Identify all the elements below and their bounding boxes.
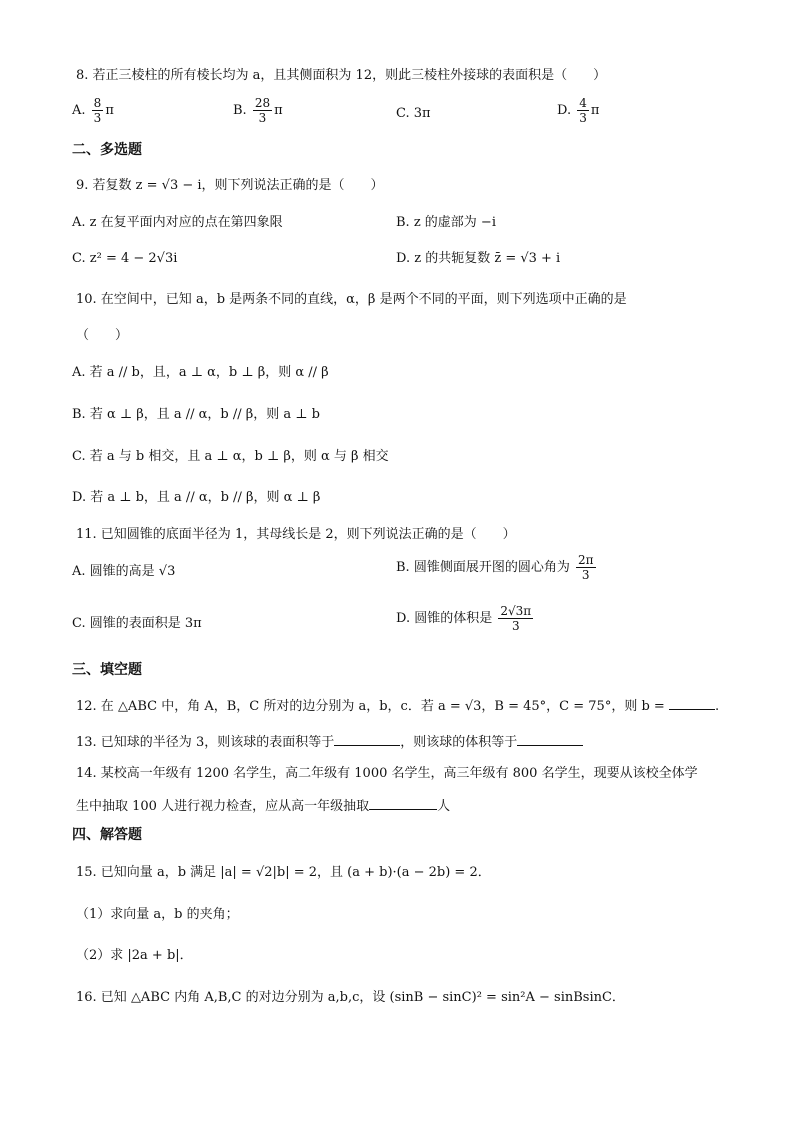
- q13-text-a: 13. 已知球的半径为 3，则该球的表面积等于: [76, 735, 335, 750]
- q8-option-d-num: 4: [579, 96, 587, 110]
- q15-part-2: （2）求 |2a + b|．: [76, 948, 193, 963]
- q10-stem: 10. 在空间中，已知 a，b 是两条不同的直线，α，β 是两个不同的平面，则下列选项中正确的是: [76, 292, 627, 307]
- q8-option-b-num: 28: [254, 96, 271, 110]
- q8-option-c-label: C.: [396, 106, 410, 121]
- section-3-title: 三、填空题: [72, 662, 142, 678]
- q11-option-b-num: 2π: [577, 553, 594, 567]
- q11-option-a: A. 圆锥的高是 √3: [72, 564, 176, 579]
- q11-option-b-fraction: [576, 553, 596, 582]
- q8-option-b: [233, 96, 283, 125]
- q8-option-b-suffix: π: [274, 103, 283, 118]
- q10-option-a: A. 若 a // b，且，a ⊥ α，b ⊥ β，则 α // β: [72, 365, 329, 380]
- q8-option-b-label: B.: [233, 103, 247, 118]
- q13-blank-1: [334, 733, 400, 746]
- q12: [76, 697, 719, 716]
- q8-option-a-fraction: [92, 96, 104, 125]
- q11-option-d: [396, 604, 535, 633]
- q11-stem: 11. 已知圆锥的底面半径为 1，其母线长是 2，则下列说法正确的是（ ）: [76, 527, 516, 542]
- q8-option-c: [396, 105, 431, 123]
- section-4-title: 四、解答题: [72, 827, 142, 843]
- q8-option-a-label: A.: [72, 103, 86, 118]
- q8-option-d-suffix: π: [590, 103, 600, 118]
- q12-answer-blank: [669, 697, 715, 710]
- q14-line-2: [76, 797, 450, 816]
- q9-stem: 9. 若复数 z = √3 − i，则下列说法正确的是（ ）: [76, 178, 384, 193]
- q8-option-c-text: 3π: [413, 106, 431, 121]
- q9-option-a: A. z 在复平面内对应的点在第四象限: [72, 215, 283, 230]
- q14-line-1: 14. 某校高一年级有 1200 名学生，高二年级有 1000 名学生，高三年级有 800 名学生，现要从该校全体学: [76, 766, 698, 781]
- q14-blank: [369, 797, 437, 810]
- q16-stem: 16. 已知 △ABC 内角 A,B,C 的对边分别为 a,b,c，设 (sinB − sinC)² = sin²A − sinBsinC．: [76, 990, 625, 1005]
- q12-text: 12. 在 △ABC 中，角 A，B，C 所对的边分别为 a，b，c．若 a = √3，B = 45°，C = 75°，则 b =: [76, 699, 665, 714]
- q11-option-b: [396, 553, 598, 582]
- q8-option-b-den: 3: [258, 111, 267, 125]
- q9-option-d: D. z 的共轭复数 z̄ = √3 + i: [396, 251, 561, 266]
- q11-option-d-text: D. 圆锥的体积是: [396, 611, 493, 626]
- q8-option-b-fraction: [253, 96, 272, 125]
- q14-text-b: 生中抽取 100 人进行视力检查，应从高一年级抽取: [76, 799, 370, 814]
- q13-blank-2: [517, 733, 583, 746]
- q11-option-d-den: 3: [511, 619, 520, 633]
- q8-option-d-fraction: [577, 96, 589, 125]
- q10-option-c: C. 若 a 与 b 相交，且 a ⊥ α，b ⊥ β，则 α 与 β 相交: [72, 449, 389, 464]
- q8-option-d-den: 3: [579, 111, 587, 125]
- q11-option-b-den: 3: [581, 568, 590, 582]
- q14-text-c: 人: [437, 799, 451, 814]
- q11-option-b-text: B. 圆锥侧面展开图的圆心角为: [396, 560, 570, 575]
- q8-option-a-num: 8: [93, 96, 102, 110]
- q8-option-d: [557, 96, 599, 125]
- q8-option-a-suffix: π: [105, 103, 114, 118]
- q15-part-1: （1）求向量 a，b 的夹角；: [76, 907, 239, 922]
- q10-paren: （ ）: [76, 328, 129, 343]
- q10-option-d: D. 若 a ⊥ b，且 a // α，b // β，则 α ⊥ β: [72, 490, 321, 505]
- q8-option-a: [72, 96, 114, 125]
- q10-option-b: B. 若 α ⊥ β，且 a // α，b // β，则 a ⊥ b: [72, 407, 320, 422]
- q9-option-b: B. z 的虚部为 −i: [396, 215, 496, 230]
- q11-option-d-num: 2√3π: [500, 604, 532, 618]
- q15-stem: 15. 已知向量 a，b 满足 |a| = √2|b| = 2，且 (a + b)·(a − 2b) = 2．: [76, 865, 491, 880]
- q12-end: .: [714, 699, 720, 714]
- q13: [76, 733, 583, 752]
- q11-option-d-fraction: [498, 604, 533, 633]
- q8-option-d-label: D.: [557, 103, 572, 118]
- q9-option-c: C. z² = 4 − 2√3i: [72, 251, 178, 266]
- q8-stem: 8. 若正三棱柱的所有棱长均为 a，且其侧面积为 12，则此三棱柱外接球的表面积是（ ）: [76, 68, 607, 83]
- q13-text-b: ，则该球的体积等于: [400, 735, 518, 750]
- section-2-title: 二、多选题: [72, 142, 142, 158]
- q11-option-c: C. 圆锥的表面积是 3π: [72, 616, 202, 631]
- q8-option-a-den: 3: [93, 111, 102, 125]
